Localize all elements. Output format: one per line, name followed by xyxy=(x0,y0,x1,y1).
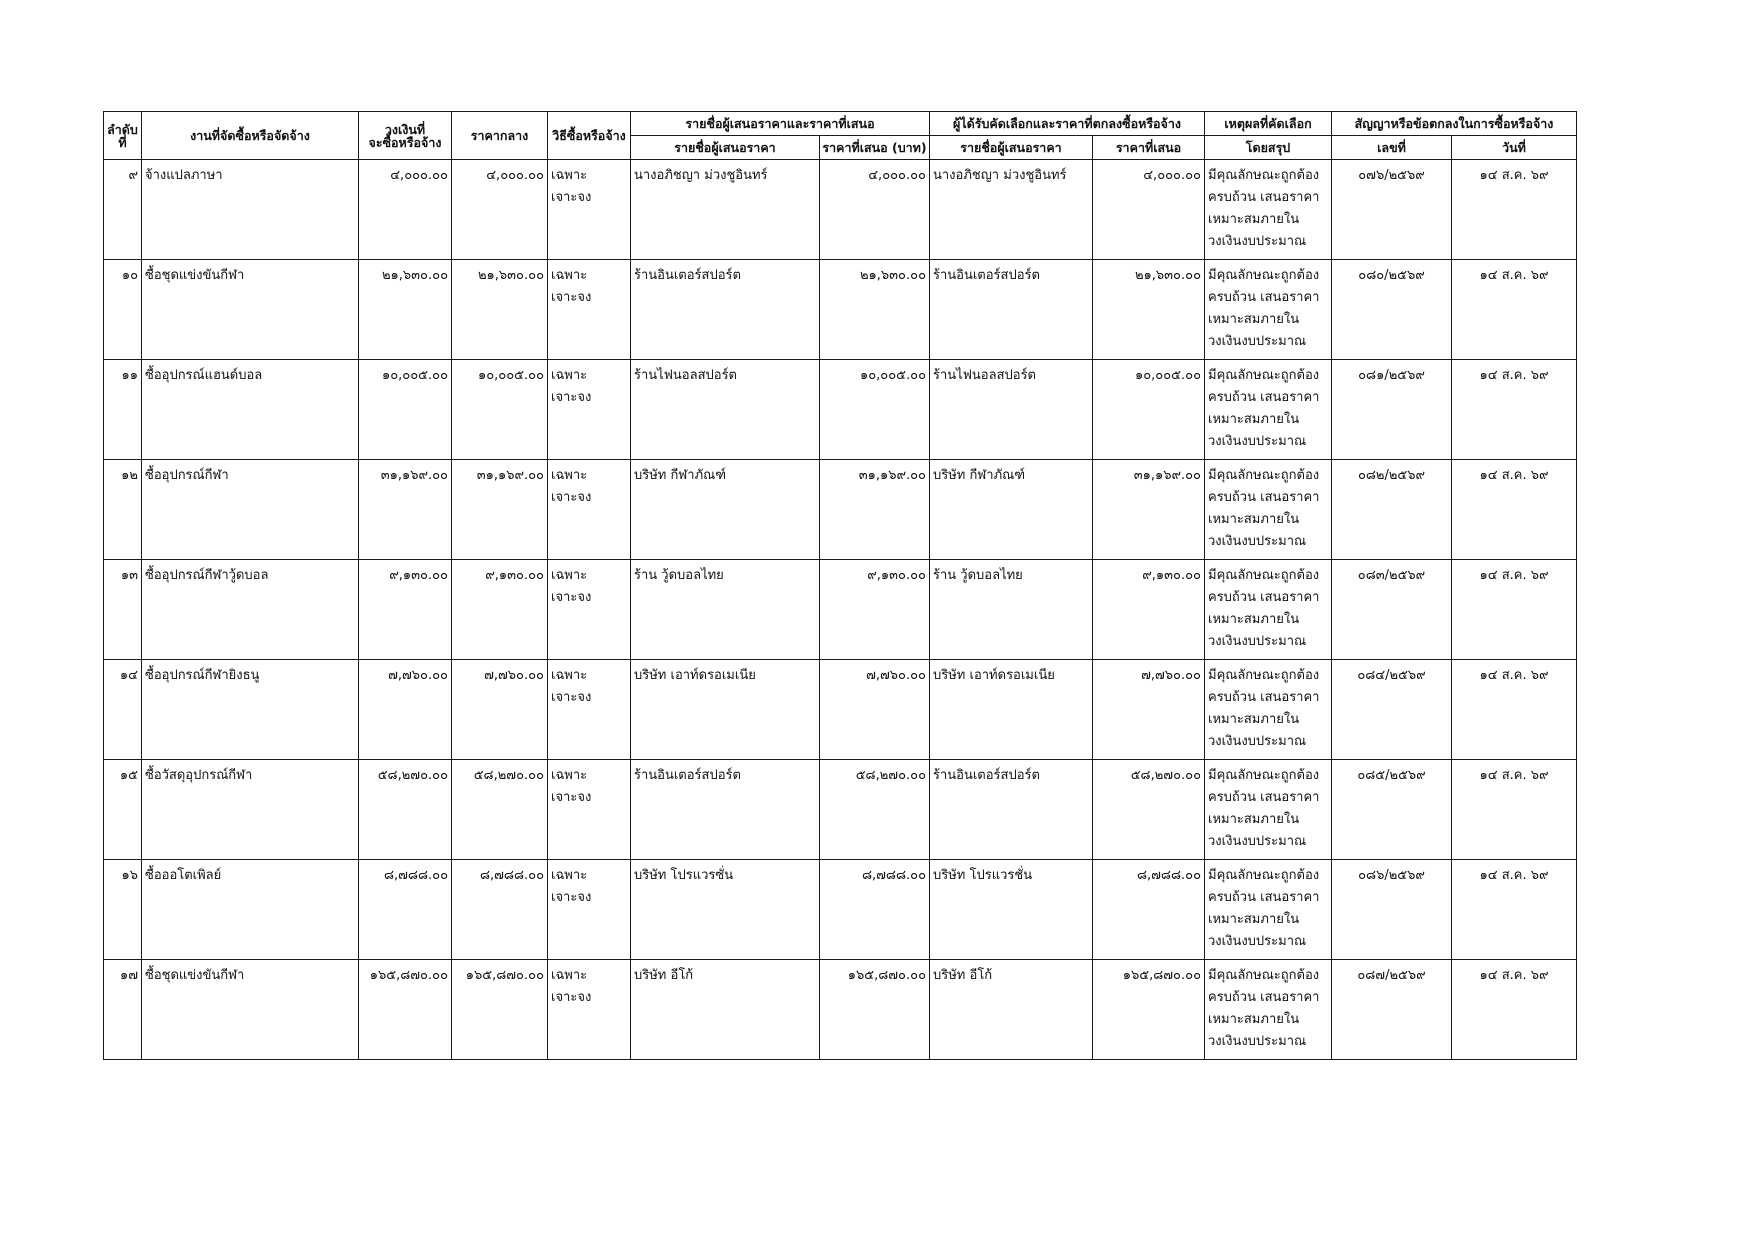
cell-selected-name: ร้านอินเตอร์สปอร์ต xyxy=(930,260,1093,360)
cell-contract-date: ๑๔ ส.ค. ๖๙ xyxy=(1452,560,1577,660)
cell-contract-no: ๐๘๖/๒๕๖๙ xyxy=(1332,860,1452,960)
reason-line: เหมาะสมภายใน xyxy=(1208,1012,1300,1027)
cell-selected-price: ๙,๑๓๐.๐๐ xyxy=(1093,560,1205,660)
cell-median-price: ๕๘,๒๗๐.๐๐ xyxy=(452,760,548,860)
cell-method: เฉพาะเจาะจง xyxy=(548,860,631,960)
reason-line: เหมาะสมภายใน xyxy=(1208,912,1300,927)
cell-bidder-name: ร้านไฟนอลสปอร์ต xyxy=(631,360,820,460)
header-median-price: ราคากลาง xyxy=(452,112,548,160)
reason-line: ครบถ้วน เสนอราคา xyxy=(1208,990,1320,1005)
cell-work: ซื้อชุดแข่งขันกีฬา xyxy=(142,960,359,1060)
cell-reason xyxy=(1205,960,1332,1060)
header-row-1 xyxy=(104,112,1577,136)
cell-selected-name: ร้านอินเตอร์สปอร์ต xyxy=(930,760,1093,860)
header-selected-group: ผู้ได้รับคัดเลือกและราคาที่ตกลงซื้อหรือจ้าง xyxy=(930,112,1205,136)
cell-selected-name: บริษัท เอาท์ดรอเมเนีย xyxy=(930,660,1093,760)
cell-bidder-name: บริษัท เอาท์ดรอเมเนีย xyxy=(631,660,820,760)
cell-work: ซื้อออโตเพิลย์ xyxy=(142,860,359,960)
cell-contract-date: ๑๔ ส.ค. ๖๙ xyxy=(1452,260,1577,360)
cell-median-price: ๑๐,๐๐๕.๐๐ xyxy=(452,360,548,460)
cell-bid-price: ๑๖๕,๘๗๐.๐๐ xyxy=(820,960,930,1060)
cell-bidder-name: บริษัท โปรแวรซั่น xyxy=(631,860,820,960)
header-budget: วงเงินที่ จะซื้อหรือจ้าง xyxy=(359,112,452,160)
table-row xyxy=(104,960,1577,1060)
reason-line: มีคุณลักษณะถูกต้อง xyxy=(1208,568,1320,583)
cell-no: ๑๔ xyxy=(104,660,142,760)
reason-line: เหมาะสมภายใน xyxy=(1208,812,1300,827)
cell-bid-price: ๓๑,๑๖๙.๐๐ xyxy=(820,460,930,560)
reason-line: วงเงินงบประมาณ xyxy=(1208,634,1307,649)
cell-selected-price: ๓๑,๑๖๙.๐๐ xyxy=(1093,460,1205,560)
header-bid-price: ราคาที่เสนอ (บาท) xyxy=(820,136,930,160)
cell-median-price: ๗,๗๖๐.๐๐ xyxy=(452,660,548,760)
cell-contract-date: ๑๔ ส.ค. ๖๙ xyxy=(1452,860,1577,960)
cell-bid-price: ๕๘,๒๗๐.๐๐ xyxy=(820,760,930,860)
cell-no: ๙ xyxy=(104,160,142,260)
cell-bid-price: ๒๑,๖๓๐.๐๐ xyxy=(820,260,930,360)
reason-line: ครบถ้วน เสนอราคา xyxy=(1208,190,1320,205)
reason-line: ครบถ้วน เสนอราคา xyxy=(1208,590,1320,605)
cell-method: เฉพาะเจาะจง xyxy=(548,160,631,260)
cell-method: เฉพาะเจาะจง xyxy=(548,760,631,860)
cell-method: เฉพาะเจาะจง xyxy=(548,960,631,1060)
reason-line: เหมาะสมภายใน xyxy=(1208,312,1300,327)
table-row xyxy=(104,860,1577,960)
cell-reason xyxy=(1205,560,1332,660)
cell-selected-price: ๕๘,๒๗๐.๐๐ xyxy=(1093,760,1205,860)
cell-work: ซื้ออุปกรณ์แฮนด์บอล xyxy=(142,360,359,460)
cell-work: ซื้ออุปกรณ์กีฬาวู้ดบอล xyxy=(142,560,359,660)
cell-budget: ๒๑,๖๓๐.๐๐ xyxy=(359,260,452,360)
cell-selected-price: ๔,๐๐๐.๐๐ xyxy=(1093,160,1205,260)
cell-no: ๑๕ xyxy=(104,760,142,860)
cell-selected-price: ๑๖๕,๘๗๐.๐๐ xyxy=(1093,960,1205,1060)
reason-line: ครบถ้วน เสนอราคา xyxy=(1208,290,1320,305)
cell-bidder-name: นางอภิชญา ม่วงชูอินทร์ xyxy=(631,160,820,260)
cell-selected-name: ร้านไฟนอลสปอร์ต xyxy=(930,360,1093,460)
cell-budget: ๔,๐๐๐.๐๐ xyxy=(359,160,452,260)
cell-method: เฉพาะเจาะจง xyxy=(548,360,631,460)
cell-no: ๑๖ xyxy=(104,860,142,960)
cell-contract-no: ๐๘๑/๒๕๖๙ xyxy=(1332,360,1452,460)
reason-line: วงเงินงบประมาณ xyxy=(1208,934,1307,949)
cell-reason xyxy=(1205,660,1332,760)
cell-selected-price: ๑๐,๐๐๕.๐๐ xyxy=(1093,360,1205,460)
cell-median-price: ๘,๗๘๘.๐๐ xyxy=(452,860,548,960)
header-no: ลำดับ ที่ xyxy=(104,112,142,160)
cell-selected-price: ๘,๗๘๘.๐๐ xyxy=(1093,860,1205,960)
header-contract-date: วันที่ xyxy=(1452,136,1577,160)
header-contract-group: สัญญาหรือข้อตกลงในการซื้อหรือจ้าง xyxy=(1332,112,1577,136)
reason-line: วงเงินงบประมาณ xyxy=(1208,334,1307,349)
reason-line: ครบถ้วน เสนอราคา xyxy=(1208,490,1320,505)
header-reason-summary: โดยสรุป xyxy=(1205,136,1332,160)
cell-method: เฉพาะเจาะจง xyxy=(548,260,631,360)
reason-line: มีคุณลักษณะถูกต้อง xyxy=(1208,468,1320,483)
reason-line: มีคุณลักษณะถูกต้อง xyxy=(1208,668,1320,683)
header-contract-no: เลขที่ xyxy=(1332,136,1452,160)
cell-bidder-name: บริษัท กีฬาภัณฑ์ xyxy=(631,460,820,560)
reason-line: วงเงินงบประมาณ xyxy=(1208,234,1307,249)
cell-contract-date: ๑๔ ส.ค. ๖๙ xyxy=(1452,960,1577,1060)
cell-contract-date: ๑๔ ส.ค. ๖๙ xyxy=(1452,360,1577,460)
reason-line: เหมาะสมภายใน xyxy=(1208,412,1300,427)
cell-median-price: ๓๑,๑๖๙.๐๐ xyxy=(452,460,548,560)
cell-median-price: ๑๖๕,๘๗๐.๐๐ xyxy=(452,960,548,1060)
reason-line: วงเงินงบประมาณ xyxy=(1208,534,1307,549)
cell-reason xyxy=(1205,360,1332,460)
cell-selected-name: บริษัท อีโก้ xyxy=(930,960,1093,1060)
cell-contract-no: ๐๘๓/๒๕๖๙ xyxy=(1332,560,1452,660)
reason-line: มีคุณลักษณะถูกต้อง xyxy=(1208,868,1320,883)
cell-contract-no: ๐๘๐/๒๕๖๙ xyxy=(1332,260,1452,360)
cell-budget: ๑๖๕,๘๗๐.๐๐ xyxy=(359,960,452,1060)
cell-selected-name: นางอภิชญา ม่วงชูอินทร์ xyxy=(930,160,1093,260)
cell-bid-price: ๘,๗๘๘.๐๐ xyxy=(820,860,930,960)
reason-line: เหมาะสมภายใน xyxy=(1208,512,1300,527)
table-row xyxy=(104,260,1577,360)
header-method: วิธีซื้อหรือจ้าง xyxy=(548,112,631,160)
reason-line: วงเงินงบประมาณ xyxy=(1208,434,1307,449)
reason-line: เหมาะสมภายใน xyxy=(1208,612,1300,627)
header-reason: เหตุผลที่คัดเลือก xyxy=(1205,112,1332,136)
table-row xyxy=(104,160,1577,260)
cell-bidder-name: ร้านอินเตอร์สปอร์ต xyxy=(631,260,820,360)
cell-no: ๑๓ xyxy=(104,560,142,660)
cell-selected-price: ๒๑,๖๓๐.๐๐ xyxy=(1093,260,1205,360)
cell-method: เฉพาะเจาะจง xyxy=(548,560,631,660)
reason-line: วงเงินงบประมาณ xyxy=(1208,734,1307,749)
header-bidders-group: รายชื่อผู้เสนอราคาและราคาที่เสนอ xyxy=(631,112,930,136)
cell-selected-price: ๗,๗๖๐.๐๐ xyxy=(1093,660,1205,760)
cell-contract-date: ๑๔ ส.ค. ๖๙ xyxy=(1452,760,1577,860)
cell-contract-date: ๑๔ ส.ค. ๖๙ xyxy=(1452,660,1577,760)
reason-line: มีคุณลักษณะถูกต้อง xyxy=(1208,268,1320,283)
cell-method: เฉพาะเจาะจง xyxy=(548,660,631,760)
cell-contract-date: ๑๔ ส.ค. ๖๙ xyxy=(1452,160,1577,260)
cell-bidder-name: ร้านอินเตอร์สปอร์ต xyxy=(631,760,820,860)
reason-line: มีคุณลักษณะถูกต้อง xyxy=(1208,968,1320,983)
cell-contract-no: ๐๘๔/๒๕๖๙ xyxy=(1332,660,1452,760)
cell-no: ๑๒ xyxy=(104,460,142,560)
cell-reason xyxy=(1205,260,1332,360)
reason-line: มีคุณลักษณะถูกต้อง xyxy=(1208,768,1320,783)
table-body xyxy=(104,160,1577,1060)
cell-contract-no: ๐๘๒/๒๕๖๙ xyxy=(1332,460,1452,560)
cell-contract-no: ๐๘๕/๒๕๖๙ xyxy=(1332,760,1452,860)
cell-reason xyxy=(1205,860,1332,960)
header-selected-name: รายชื่อผู้เสนอราคา xyxy=(930,136,1093,160)
table-row xyxy=(104,660,1577,760)
cell-bid-price: ๙,๑๓๐.๐๐ xyxy=(820,560,930,660)
cell-budget: ๑๐,๐๐๕.๐๐ xyxy=(359,360,452,460)
cell-median-price: ๙,๑๓๐.๐๐ xyxy=(452,560,548,660)
cell-no: ๑๐ xyxy=(104,260,142,360)
cell-budget: ๘,๗๘๘.๐๐ xyxy=(359,860,452,960)
cell-contract-date: ๑๔ ส.ค. ๖๙ xyxy=(1452,460,1577,560)
cell-no: ๑๗ xyxy=(104,960,142,1060)
cell-work: ซื้ออุปกรณ์กีฬายิงธนู xyxy=(142,660,359,760)
cell-reason xyxy=(1205,160,1332,260)
cell-work: จ้างแปลภาษา xyxy=(142,160,359,260)
cell-work: ซื้อวัสดุอุปกรณ์กีฬา xyxy=(142,760,359,860)
table-row xyxy=(104,460,1577,560)
reason-line: มีคุณลักษณะถูกต้อง xyxy=(1208,168,1320,183)
cell-method: เฉพาะเจาะจง xyxy=(548,460,631,560)
cell-work: ซื้อชุดแข่งขันกีฬา xyxy=(142,260,359,360)
cell-contract-no: ๐๗๖/๒๕๖๙ xyxy=(1332,160,1452,260)
reason-line: วงเงินงบประมาณ xyxy=(1208,1034,1307,1049)
reason-line: ครบถ้วน เสนอราคา xyxy=(1208,790,1320,805)
reason-line: วงเงินงบประมาณ xyxy=(1208,834,1307,849)
cell-no: ๑๑ xyxy=(104,360,142,460)
reason-line: เหมาะสมภายใน xyxy=(1208,212,1300,227)
cell-bid-price: ๑๐,๐๐๕.๐๐ xyxy=(820,360,930,460)
header-selected-price: ราคาที่เสนอ xyxy=(1093,136,1205,160)
cell-budget: ๙,๑๓๐.๐๐ xyxy=(359,560,452,660)
reason-line: ครบถ้วน เสนอราคา xyxy=(1208,390,1320,405)
cell-bidder-name: บริษัท อีโก้ xyxy=(631,960,820,1060)
table-row xyxy=(104,560,1577,660)
cell-reason xyxy=(1205,460,1332,560)
reason-line: ครบถ้วน เสนอราคา xyxy=(1208,890,1320,905)
cell-reason xyxy=(1205,760,1332,860)
cell-bid-price: ๗,๗๖๐.๐๐ xyxy=(820,660,930,760)
cell-median-price: ๒๑,๖๓๐.๐๐ xyxy=(452,260,548,360)
reason-line: มีคุณลักษณะถูกต้อง xyxy=(1208,368,1320,383)
cell-selected-name: บริษัท โปรแวรชั่น xyxy=(930,860,1093,960)
cell-median-price: ๔,๐๐๐.๐๐ xyxy=(452,160,548,260)
table-row xyxy=(104,360,1577,460)
cell-contract-no: ๐๘๗/๒๕๖๙ xyxy=(1332,960,1452,1060)
header-bidder-name: รายชื่อผู้เสนอราคา xyxy=(631,136,820,160)
cell-budget: ๗,๗๖๐.๐๐ xyxy=(359,660,452,760)
cell-bidder-name: ร้าน วู้ดบอลไทย xyxy=(631,560,820,660)
cell-budget: ๕๘,๒๗๐.๐๐ xyxy=(359,760,452,860)
cell-bid-price: ๔,๐๐๐.๐๐ xyxy=(820,160,930,260)
cell-selected-name: บริษัท กีฬาภัณฑ์ xyxy=(930,460,1093,560)
cell-selected-name: ร้าน วู้ดบอลไทย xyxy=(930,560,1093,660)
table-row xyxy=(104,760,1577,860)
header-work: งานที่จัดซื้อหรือจัดจ้าง xyxy=(142,112,359,160)
reason-line: ครบถ้วน เสนอราคา xyxy=(1208,690,1320,705)
cell-work: ซื้ออุปกรณ์กีฬา xyxy=(142,460,359,560)
cell-budget: ๓๑,๑๖๙.๐๐ xyxy=(359,460,452,560)
procurement-table xyxy=(103,111,1577,1060)
reason-line: เหมาะสมภายใน xyxy=(1208,712,1300,727)
